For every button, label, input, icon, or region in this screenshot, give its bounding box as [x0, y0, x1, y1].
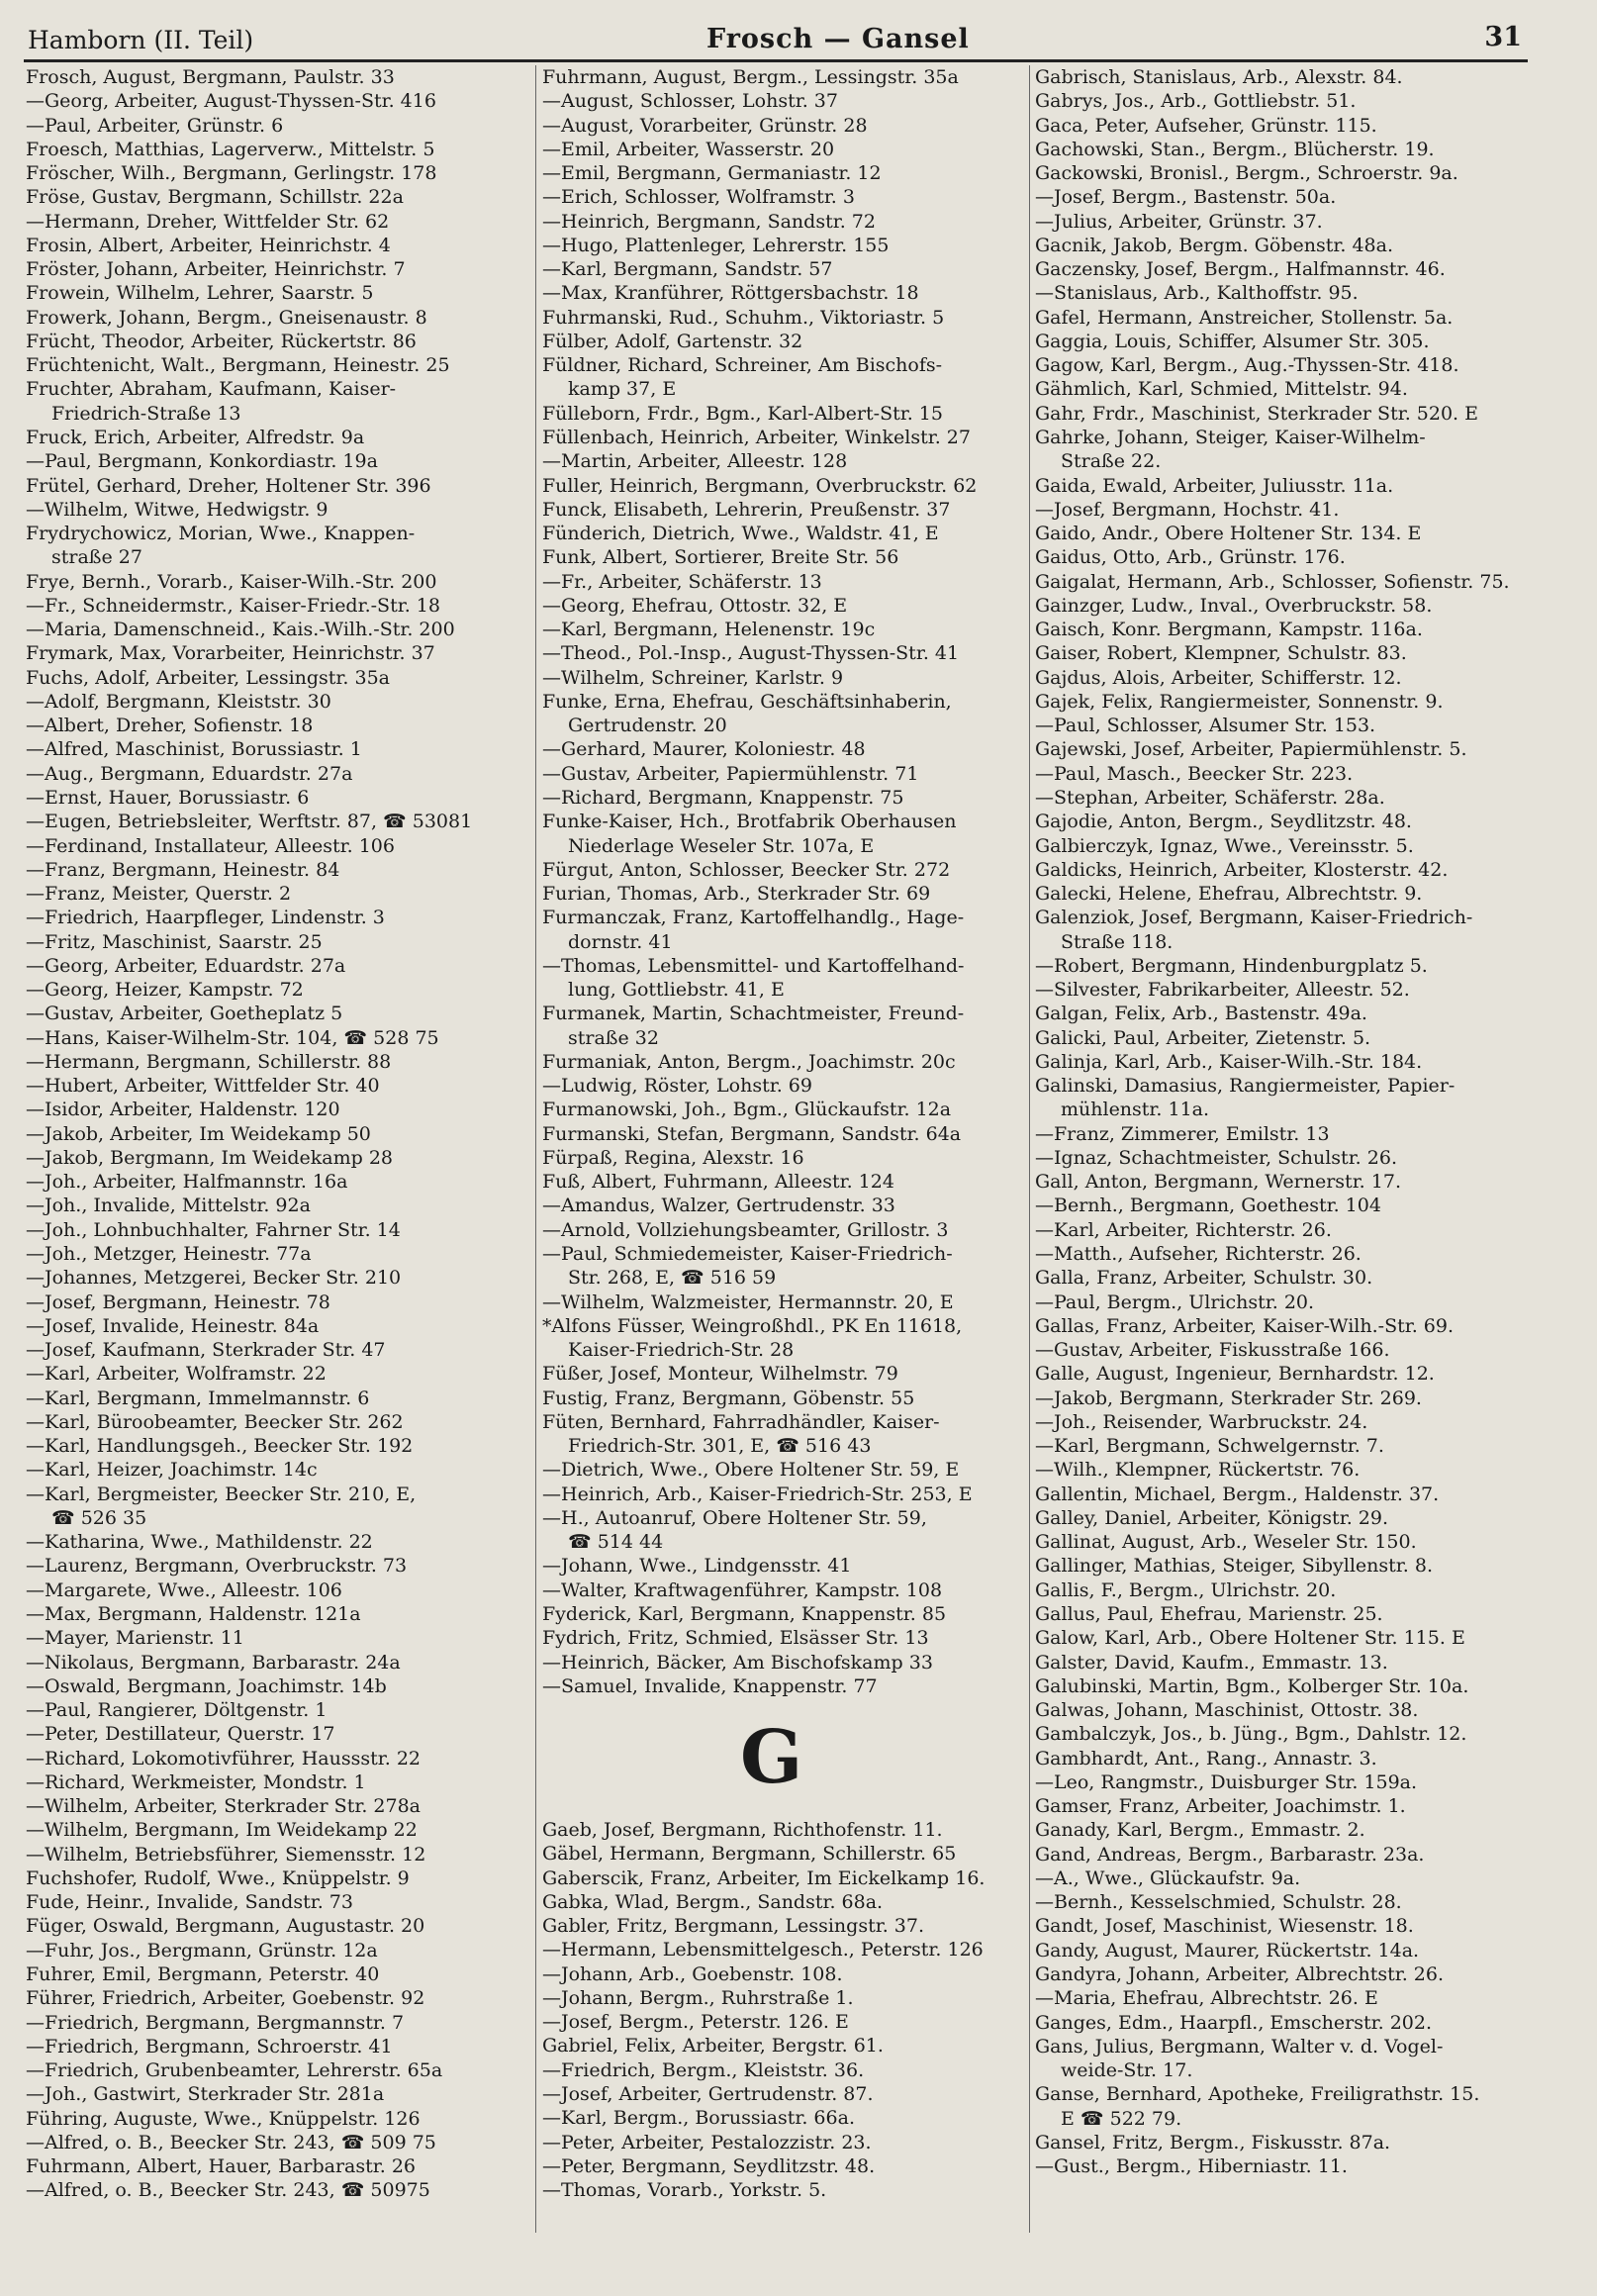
directory-entry: Gamser, Franz, Arbeiter, Joachimstr. 1.: [1035, 1795, 1406, 1818]
directory-entry: Funke, Erna, Ehefrau, Geschäftsinhaberin,: [542, 690, 952, 713]
header-section-title: Hamborn (II. Teil): [28, 26, 254, 54]
directory-entry: —Ludwig, Röster, Lohstr. 69: [542, 1075, 812, 1098]
directory-entry: —Silvester, Fabrikarbeiter, Alleestr. 52.: [1035, 979, 1410, 1002]
directory-entry: Gäbel, Hermann, Bergmann, Schillerstr. 65: [542, 1843, 957, 1866]
directory-entry: —Karl, Bergmann, Immelmannstr. 6: [26, 1387, 370, 1409]
directory-entry: Galdicks, Heinrich, Arbeiter, Klosterstr. 42.: [1035, 858, 1449, 881]
directory-entry: E ☎ 522 79.: [1061, 2107, 1182, 2130]
directory-entry: Galle, August, Ingenieur, Bernhardstr. 12.: [1035, 1363, 1435, 1386]
directory-entry: Gallas, Franz, Arbeiter, Kaiser-Wilh.-Str. 69.: [1035, 1314, 1455, 1337]
directory-entry: Füger, Oswald, Bergmann, Augustastr. 20: [26, 1915, 425, 1938]
section-letter: G: [740, 1715, 803, 1801]
directory-entry: —Georg, Arbeiter, August-Thyssen-Str. 416: [26, 90, 436, 113]
directory-entry: Gahr, Frdr., Maschinist, Sterkrader Str. 520. E: [1035, 402, 1478, 425]
directory-entry: —Karl, Bergm., Borussiastr. 66a.: [542, 2107, 855, 2130]
directory-entry: —H., Autoanruf, Obere Holtener Str. 59,: [542, 1506, 927, 1529]
column-divider: [1029, 65, 1030, 2233]
directory-entry: —Friedrich, Bergm., Kleiststr. 36.: [542, 2058, 865, 2081]
directory-entry: —Hans, Kaiser-Wilhelm-Str. 104, ☎ 528 75: [26, 1026, 439, 1049]
directory-entry: Fude, Heinr., Invalide, Sandstr. 73: [26, 1891, 353, 1914]
directory-entry: Galgan, Felix, Arb., Bastenstr. 49a.: [1035, 1003, 1367, 1025]
directory-entry: Früchtenicht, Walt., Bergmann, Heinestr. 25: [26, 354, 450, 377]
directory-entry: Führing, Auguste, Wwe., Knüppelstr. 126: [26, 2107, 421, 2130]
directory-entry: Ganady, Karl, Bergm., Emmastr. 2.: [1035, 1819, 1365, 1842]
directory-entry: Str. 268, E, ☎ 516 59: [568, 1267, 777, 1290]
directory-entry: ☎ 526 35: [51, 1506, 147, 1529]
directory-entry: Gabriel, Felix, Arbeiter, Bergstr. 61.: [542, 2035, 884, 2057]
directory-entry: Fruchter, Abraham, Kaufmann, Kaiser-: [26, 378, 397, 401]
directory-entry: —Paul, Schlosser, Alsumer Str. 153.: [1035, 715, 1376, 737]
directory-entry: Fuchs, Adolf, Arbeiter, Lessingstr. 35a: [26, 666, 391, 689]
directory-entry: —Ferdinand, Installateur, Alleestr. 106: [26, 834, 395, 857]
directory-entry: ☎ 514 44: [568, 1531, 664, 1554]
directory-entry: Gandy, August, Maurer, Rückertstr. 14a.: [1035, 1939, 1420, 1961]
directory-entry: —Fr., Schneidermstr., Kaiser-Friedr.-Str. 18: [26, 594, 440, 617]
directory-entry: Fyderick, Karl, Bergmann, Knappenstr. 85: [542, 1603, 947, 1625]
directory-entry: —Paul, Bergm., Ulrichstr. 20.: [1035, 1291, 1315, 1313]
directory-entry: Frye, Bernh., Vorarb., Kaiser-Wilh.-Str. 200: [26, 570, 437, 593]
directory-entry: —Joh., Metzger, Heinestr. 77a: [26, 1243, 312, 1266]
directory-entry: —Karl, Handlungsgeh., Beecker Str. 192: [26, 1435, 414, 1458]
directory-entry: —Gustav, Arbeiter, Goetheplatz 5: [26, 1003, 343, 1025]
directory-entry: Gaca, Peter, Aufseher, Grünstr. 115.: [1035, 114, 1377, 137]
directory-entry: Gajodie, Anton, Bergm., Seydlitzstr. 48.: [1035, 811, 1412, 833]
directory-entry: Gajdus, Alois, Arbeiter, Schifferstr. 12.: [1035, 666, 1402, 689]
column-2-g-entries: [542, 1818, 1025, 2202]
directory-entry: Gabrisch, Stanislaus, Arb., Alexstr. 84.: [1035, 66, 1403, 88]
directory-entry: —Leo, Rangmstr., Duisburger Str. 159a.: [1035, 1770, 1418, 1793]
directory-entry: —Paul, Schmiedemeister, Kaiser-Friedrich-: [542, 1243, 953, 1266]
directory-entry: —A., Wwe., Glückaufstr. 9a.: [1035, 1866, 1301, 1889]
directory-entry: —Franz, Meister, Querstr. 2: [26, 883, 292, 906]
directory-entry: —Josef, Invalide, Heinestr. 84a: [26, 1314, 320, 1337]
directory-entry: Funck, Elisabeth, Lehrerin, Preußenstr. 37: [542, 498, 951, 521]
directory-entry: Furmanski, Stefan, Bergmann, Sandstr. 64a: [542, 1122, 962, 1145]
directory-entry: —Jakob, Bergmann, Sterkrader Str. 269.: [1035, 1387, 1422, 1409]
directory-entry: —Alfred, Maschinist, Borussiastr. 1: [26, 738, 362, 761]
directory-entry: Gambhardt, Ant., Rang., Annastr. 3.: [1035, 1747, 1377, 1770]
directory-entry: —Albert, Dreher, Sofienstr. 18: [26, 715, 314, 737]
directory-entry: Fröse, Gustav, Bergmann, Schillstr. 22a: [26, 186, 404, 209]
directory-entry: —Max, Bergmann, Haldenstr. 121a: [26, 1603, 361, 1625]
directory-entry: —Friedrich, Haarpfleger, Lindenstr. 3: [26, 907, 385, 929]
directory-entry: —Richard, Lokomotivführer, Haussstr. 22: [26, 1747, 421, 1770]
directory-entry: —Isidor, Arbeiter, Haldenstr. 120: [26, 1099, 340, 1121]
directory-entry: Funke-Kaiser, Hch., Brotfabrik Oberhausen: [542, 811, 957, 833]
directory-entry: —Paul, Rangierer, Döltgenstr. 1: [26, 1699, 328, 1722]
directory-entry: Gallentin, Michael, Bergm., Haldenstr. 37.: [1035, 1483, 1440, 1505]
directory-entry: Gajek, Felix, Rangiermeister, Sonnenstr. 9.: [1035, 690, 1444, 713]
directory-entry: Gacnik, Jakob, Bergm. Göbenstr. 48a.: [1035, 234, 1394, 256]
directory-entry: —Peter, Bergmann, Seydlitzstr. 48.: [542, 2154, 876, 2177]
directory-entry: —Thomas, Vorarb., Yorkstr. 5.: [542, 2179, 827, 2202]
directory-entry: Füllenbach, Heinrich, Arbeiter, Winkelstr. 27: [542, 426, 971, 448]
directory-entry: —Alfred, o. B., Beecker Str. 243, ☎ 50975: [26, 2179, 430, 2202]
directory-entry: Fuhrmann, Albert, Hauer, Barbarastr. 26: [26, 2155, 416, 2178]
directory-entry: —Hubert, Arbeiter, Wittfelder Str. 40: [26, 1075, 380, 1098]
directory-entry: dornstr. 41: [568, 930, 673, 953]
directory-entry: —Friedrich, Grubenbeamter, Lehrerstr. 65a: [26, 2059, 443, 2082]
directory-entry: —Karl, Bergmann, Schwelgernstr. 7.: [1035, 1435, 1384, 1458]
directory-entry: —Maria, Damenschneid., Kais.-Wilh.-Str. 200: [26, 619, 455, 641]
directory-entry: Gabka, Wlad, Bergm., Sandstr. 68a.: [542, 1890, 884, 1913]
directory-entry: Fuhrmanski, Rud., Schuhm., Viktoriastr. 5: [542, 306, 945, 329]
column-3: [1035, 65, 1530, 2178]
directory-entry: straße 27: [51, 546, 142, 569]
directory-entry: —Josef, Arbeiter, Gertrudenstr. 87.: [542, 2082, 874, 2105]
directory-entry: Furmanczak, Franz, Kartoffelhandlg., Hage-: [542, 907, 965, 929]
directory-entry: Gaeb, Josef, Bergmann, Richthofenstr. 11.: [542, 1819, 943, 1842]
directory-entry: Galley, Daniel, Arbeiter, Königstr. 29.: [1035, 1506, 1388, 1529]
directory-entry: Galow, Karl, Arb., Obere Holtener Str. 115. E: [1035, 1627, 1465, 1650]
directory-entry: —Karl, Büroobeamter, Beecker Str. 262: [26, 1410, 404, 1433]
directory-entry: Galecki, Helene, Ehefrau, Albrechtstr. 9.: [1035, 883, 1423, 906]
directory-entry: Galinja, Karl, Arb., Kaiser-Wilh.-Str. 184.: [1035, 1050, 1423, 1073]
directory-entry: —Wilhelm, Betriebsführer, Siemensstr. 12: [26, 1843, 426, 1866]
directory-entry: Straße 118.: [1061, 930, 1174, 953]
directory-entry: —Friedrich, Bergmann, Schroerstr. 41: [26, 2035, 393, 2057]
directory-entry: Gall, Anton, Bergmann, Wernerstr. 17.: [1035, 1171, 1401, 1194]
directory-entry: —Katharina, Wwe., Mathildenstr. 22: [26, 1531, 373, 1554]
directory-entry: Gaberscik, Franz, Arbeiter, Im Eickelkamp 16.: [542, 1866, 986, 1889]
directory-entry: Gaczensky, Josef, Bergm., Halfmannstr. 46.: [1035, 258, 1446, 281]
directory-entry: Funk, Albert, Sortierer, Breite Str. 56: [542, 546, 899, 569]
directory-entry: —Johann, Wwe., Lindgensstr. 41: [542, 1555, 852, 1578]
directory-entry: Frütel, Gerhard, Dreher, Holtener Str. 396: [26, 474, 431, 497]
directory-entry: —Peter, Destillateur, Querstr. 17: [26, 1723, 335, 1746]
directory-entry: —Julius, Arbeiter, Grünstr. 37.: [1035, 210, 1323, 233]
directory-entry: Frücht, Theodor, Arbeiter, Rückertstr. 86: [26, 330, 417, 352]
directory-entry: —Walter, Kraftwagenführer, Kampstr. 108: [542, 1578, 943, 1601]
directory-entry: Gaiser, Robert, Klempner, Schulstr. 83.: [1035, 642, 1407, 665]
directory-entry: mühlenstr. 11a.: [1061, 1099, 1210, 1121]
directory-entry: —Gustav, Arbeiter, Papiermühlenstr. 71: [542, 762, 919, 785]
directory-entry: —Johann, Arb., Goebenstr. 108.: [542, 1962, 843, 1985]
directory-entry: Fröscher, Wilh., Bergmann, Gerlingstr. 178: [26, 162, 437, 185]
directory-entry: —Joh., Arbeiter, Halfmannstr. 16a: [26, 1171, 348, 1194]
directory-entry: —Gust., Bergm., Hiberniastr. 11.: [1035, 2155, 1348, 2178]
directory-entry: —Thomas, Lebensmittel- und Kartoffelhand-: [542, 954, 965, 977]
directory-entry: —Karl, Arbeiter, Wolframstr. 22: [26, 1363, 327, 1386]
directory-entry: —Stephan, Arbeiter, Schäferstr. 28a.: [1035, 786, 1385, 809]
directory-entry: —Wilhelm, Arbeiter, Sterkrader Str. 278a: [26, 1795, 421, 1818]
directory-entry: Galenziok, Josef, Bergmann, Kaiser-Friedrich-: [1035, 907, 1473, 929]
directory-entry: —Heinrich, Bäcker, Am Bischofskamp 33: [542, 1651, 933, 1674]
column-1: [26, 65, 532, 2203]
directory-entry: Furian, Thomas, Arb., Sterkrader Str. 69: [542, 883, 931, 906]
directory-entry: Frosch, August, Bergmann, Paulstr. 33: [26, 66, 395, 88]
directory-entry: —Erich, Schlosser, Wolframstr. 3: [542, 186, 855, 209]
directory-entry: Furmaniak, Anton, Bergm., Joachimstr. 20c: [542, 1050, 956, 1073]
directory-entry: Fuß, Albert, Fuhrmann, Alleestr. 124: [542, 1171, 894, 1194]
directory-entry: Gaida, Ewald, Arbeiter, Juliusstr. 11a.: [1035, 474, 1394, 497]
directory-entry: —Richard, Bergmann, Knappenstr. 75: [542, 786, 904, 809]
directory-entry: Gaggia, Louis, Schiffer, Alsumer Str. 305.: [1035, 330, 1430, 352]
directory-entry: Gabler, Fritz, Bergmann, Lessingstr. 37.: [542, 1915, 924, 1938]
directory-entry: Frowein, Wilhelm, Lehrer, Saarstr. 5: [26, 282, 374, 305]
header-name-range: Frosch — Gansel: [706, 24, 970, 54]
directory-entry: Galwas, Johann, Maschinist, Ottostr. 38.: [1035, 1699, 1419, 1722]
directory-entry: —Wilhelm, Bergmann, Im Weidekamp 22: [26, 1819, 418, 1842]
directory-entry: Gaidus, Otto, Arb., Grünstr. 176.: [1035, 546, 1346, 569]
directory-entry: Galubinski, Martin, Bgm., Kolberger Str. 10a.: [1035, 1674, 1469, 1697]
directory-entry: Gachowski, Stan., Bergm., Blücherstr. 19.: [1035, 138, 1435, 160]
directory-entry: Kaiser-Friedrich-Str. 28: [568, 1339, 795, 1362]
directory-entry: Niederlage Weseler Str. 107a, E: [568, 834, 875, 857]
directory-entry: —Fuhr, Jos., Bergmann, Grünstr. 12a: [26, 1939, 378, 1961]
directory-entry: —Matth., Aufseher, Richterstr. 26.: [1035, 1243, 1362, 1266]
directory-entry: Gahrke, Johann, Steiger, Kaiser-Wilhelm-: [1035, 426, 1426, 448]
directory-entry: —Dietrich, Wwe., Obere Holtener Str. 59, E: [542, 1459, 960, 1482]
directory-entry: Galla, Franz, Arbeiter, Schulstr. 30.: [1035, 1267, 1373, 1290]
directory-entry: —Samuel, Invalide, Knappenstr. 77: [542, 1674, 878, 1697]
directory-entry: —Georg, Ehefrau, Ottostr. 32, E: [542, 594, 848, 617]
directory-entry: Gabrys, Jos., Arb., Gottliebstr. 51.: [1035, 90, 1357, 113]
directory-entry: —Franz, Zimmerer, Emilstr. 13: [1035, 1122, 1330, 1145]
directory-entry: —Paul, Bergmann, Konkordiastr. 19a: [26, 450, 378, 473]
directory-entry: weide-Str. 17.: [1061, 2059, 1193, 2082]
directory-entry: Ganges, Edm., Haarpfl., Emscherstr. 202.: [1035, 2011, 1433, 2034]
directory-entry: Fürgut, Anton, Schlosser, Beecker Str. 272: [542, 858, 951, 881]
directory-entry: —Karl, Heizer, Joachimstr. 14c: [26, 1459, 318, 1482]
directory-entry: Furmanek, Martin, Schachtmeister, Freund-: [542, 1003, 965, 1025]
directory-entry: —Stanislaus, Arb., Kalthoffstr. 95.: [1035, 282, 1359, 305]
directory-entry: Friedrich-Straße 13: [51, 402, 241, 425]
directory-entry: *Alfons Füsser, Weingroßhdl., PK En 11618,: [542, 1314, 963, 1337]
directory-entry: Galster, David, Kaufm., Emmastr. 13.: [1035, 1651, 1388, 1674]
directory-entry: —Heinrich, Arb., Kaiser-Friedrich-Str. 253, E: [542, 1483, 973, 1505]
column-2: [542, 65, 1025, 2202]
page-number: 31: [1484, 22, 1522, 52]
directory-entry: Gagow, Karl, Bergm., Aug.-Thyssen-Str. 418.: [1035, 354, 1459, 377]
directory-entry: —Wilhelm, Witwe, Hedwigstr. 9: [26, 498, 329, 521]
directory-entry: —Oswald, Bergmann, Joachimstr. 14b: [26, 1674, 387, 1697]
directory-entry: —Mayer, Marienstr. 11: [26, 1627, 244, 1650]
directory-entry: —Laurenz, Bergmann, Overbruckstr. 73: [26, 1555, 408, 1578]
section-heading: [542, 1698, 1025, 1818]
directory-entry: —August, Vorarbeiter, Grünstr. 28: [542, 114, 868, 137]
directory-entry: Fydrich, Fritz, Schmied, Elsässer Str. 13: [542, 1627, 929, 1650]
directory-entry: —Joh., Gastwirt, Sterkrader Str. 281a: [26, 2083, 385, 2106]
directory-entry: —Paul, Masch., Beecker Str. 223.: [1035, 762, 1354, 785]
directory-entry: Gand, Andreas, Bergm., Barbarastr. 23a.: [1035, 1843, 1425, 1866]
directory-entry: —Jakob, Bergmann, Im Weidekamp 28: [26, 1146, 393, 1169]
directory-entry: —Richard, Werkmeister, Mondstr. 1: [26, 1770, 366, 1793]
directory-entry: —Karl, Bergmann, Helenenstr. 19c: [542, 619, 876, 641]
directory-entry: Frosin, Albert, Arbeiter, Heinrichstr. 4: [26, 234, 391, 256]
directory-entry: Füten, Bernhard, Fahrradhändler, Kaiser-: [542, 1410, 940, 1433]
directory-entry: Fuller, Heinrich, Bergmann, Overbruckstr. 62: [542, 474, 978, 497]
directory-entry: Frowerk, Johann, Bergm., Gneisenaustr. 8: [26, 306, 427, 329]
directory-entry: Gandt, Josef, Maschinist, Wiesenstr. 18.: [1035, 1915, 1414, 1938]
directory-entry: Füßer, Josef, Monteur, Wilhelmstr. 79: [542, 1363, 898, 1386]
directory-entry: —Gustav, Arbeiter, Fiskusstraße 166.: [1035, 1339, 1390, 1362]
directory-entry: —Karl, Bergmann, Sandstr. 57: [542, 258, 833, 281]
directory-entry: —Margarete, Wwe., Alleestr. 106: [26, 1578, 342, 1601]
column-divider: [535, 65, 536, 2233]
directory-entry: —August, Schlosser, Lohstr. 37: [542, 90, 838, 113]
directory-entry: —Emil, Arbeiter, Wasserstr. 20: [542, 138, 835, 160]
directory-entry: straße 32: [568, 1026, 659, 1049]
directory-entry: Gainzger, Ludw., Inval., Overbruckstr. 58.: [1035, 594, 1433, 617]
directory-entry: Gallinat, August, Arb., Weseler Str. 150.: [1035, 1531, 1417, 1554]
directory-entry: Fülber, Adolf, Gartenstr. 32: [542, 330, 803, 352]
directory-entry: —Wilh., Klempner, Rückertstr. 76.: [1035, 1459, 1361, 1482]
directory-entry: Fruck, Erich, Arbeiter, Alfredstr. 9a: [26, 426, 365, 448]
directory-entry: Gajewski, Josef, Arbeiter, Papiermühlenstr. 5.: [1035, 738, 1467, 761]
directory-entry: —Johann, Bergm., Ruhrstraße 1.: [542, 1986, 854, 2009]
directory-entry: —Fritz, Maschinist, Saarstr. 25: [26, 930, 323, 953]
directory-entry: —Maria, Ehefrau, Albrechtstr. 26. E: [1035, 1987, 1378, 2010]
directory-entry: Fuchshofer, Rudolf, Wwe., Knüppelstr. 9: [26, 1866, 410, 1889]
directory-entry: Frydrychowicz, Morian, Wwe., Knappen-: [26, 523, 416, 545]
directory-entry: —Adolf, Bergmann, Kleiststr. 30: [26, 690, 331, 713]
directory-entry: Fuhrer, Emil, Bergmann, Peterstr. 40: [26, 1962, 380, 1985]
directory-entry: kamp 37, E: [568, 378, 677, 401]
directory-entry: —Joh., Lohnbuchhalter, Fahrner Str. 14: [26, 1218, 401, 1241]
directory-entry: Gansel, Fritz, Bergm., Fiskusstr. 87a.: [1035, 2131, 1391, 2153]
directory-entry: Froesch, Matthias, Lagerverw., Mittelstr. 5: [26, 138, 435, 160]
directory-entry: Furmanowski, Joh., Bgm., Glückaufstr. 12a: [542, 1099, 952, 1121]
directory-entry: —Arnold, Vollziehungsbeamter, Grillostr. 3: [542, 1218, 949, 1241]
directory-entry: Gambalczyk, Jos., b. Jüng., Bgm., Dahlstr. 12.: [1035, 1723, 1467, 1746]
directory-entry: —Aug., Bergmann, Eduardstr. 27a: [26, 762, 353, 785]
directory-entry: Galbierczyk, Ignaz, Wwe., Vereinsstr. 5.: [1035, 834, 1414, 857]
directory-entry: Führer, Friedrich, Arbeiter, Goebenstr. 92: [26, 1987, 425, 2010]
directory-entry: —Josef, Bergmann, Hochstr. 41.: [1035, 498, 1340, 521]
directory-entry: Fröster, Johann, Arbeiter, Heinrichstr. 7: [26, 258, 406, 281]
directory-entry: —Max, Kranführer, Röttgersbachstr. 18: [542, 282, 919, 305]
directory-entry: —Bernh., Kesselschmied, Schulstr. 28.: [1035, 1891, 1402, 1914]
column-2-f-entries: [542, 65, 1025, 1698]
directory-entry: —Josef, Kaufmann, Sterkrader Str. 47: [26, 1339, 386, 1362]
directory-entry: Galicki, Paul, Arbeiter, Zietenstr. 5.: [1035, 1026, 1371, 1049]
directory-entry: Straße 22.: [1061, 450, 1162, 473]
directory-entry: Gähmlich, Karl, Schmied, Mittelstr. 94.: [1035, 378, 1408, 401]
directory-entry: Gackowski, Bronisl., Bergm., Schroerstr. 9a.: [1035, 162, 1458, 185]
directory-entry: —Hugo, Plattenleger, Lehrerstr. 155: [542, 234, 890, 256]
directory-entry: Gandyra, Johann, Arbeiter, Albrechtstr. 26.: [1035, 1962, 1445, 1985]
directory-entry: —Joh., Invalide, Mittelstr. 92a: [26, 1195, 311, 1217]
directory-entry: —Amandus, Walzer, Gertrudenstr. 33: [542, 1195, 895, 1217]
page-header: [24, 18, 1528, 62]
directory-entry: —Hermann, Dreher, Wittfelder Str. 62: [26, 210, 390, 233]
directory-entry: Gaigalat, Hermann, Arb., Schlosser, Sofienstr. 75.: [1035, 570, 1510, 593]
directory-entry: —Paul, Arbeiter, Grünstr. 6: [26, 114, 284, 137]
directory-entry: —Bernh., Bergmann, Goethestr. 104: [1035, 1195, 1381, 1217]
directory-entry: Gallis, F., Bergm., Ulrichstr. 20.: [1035, 1578, 1337, 1601]
directory-entry: Gallus, Paul, Ehefrau, Marienstr. 25.: [1035, 1603, 1383, 1625]
directory-entry: Gaisch, Konr. Bergmann, Kampstr. 116a.: [1035, 619, 1423, 641]
directory-entry: —Peter, Arbeiter, Pestalozzistr. 23.: [542, 2131, 872, 2153]
directory-entry: —Georg, Arbeiter, Eduardstr. 27a: [26, 954, 346, 977]
directory-entry: Fülleborn, Frdr., Bgm., Karl-Albert-Str. 15: [542, 402, 943, 425]
directory-entry: —Eugen, Betriebsleiter, Werftstr. 87, ☎ 53081: [26, 811, 473, 833]
directory-entry: —Alfred, o. B., Beecker Str. 243, ☎ 509 75: [26, 2131, 436, 2153]
directory-entry: —Hermann, Lebensmittelgesch., Peterstr. 126: [542, 1939, 984, 1961]
directory-entry: —Joh., Reisender, Warbruckstr. 24.: [1035, 1410, 1368, 1433]
directory-entry: —Josef, Bergm., Peterstr. 126. E: [542, 2011, 849, 2034]
directory-entry: Galinski, Damasius, Rangiermeister, Papier-: [1035, 1075, 1456, 1098]
directory-entry: —Robert, Bergmann, Hindenburgplatz 5.: [1035, 954, 1428, 977]
directory-entry: —Martin, Arbeiter, Alleestr. 128: [542, 450, 848, 473]
directory-entry: —Karl, Arbeiter, Richterstr. 26.: [1035, 1218, 1332, 1241]
directory-entry: Fünderich, Dietrich, Wwe., Waldstr. 41, E: [542, 523, 939, 545]
directory-entry: —Franz, Bergmann, Heinestr. 84: [26, 858, 340, 881]
directory-entry: —Johannes, Metzgerei, Becker Str. 210: [26, 1267, 402, 1290]
directory-entry: Friedrich-Str. 301, E, ☎ 516 43: [568, 1435, 872, 1458]
directory-entry: —Nikolaus, Bergmann, Barbarastr. 24a: [26, 1651, 401, 1674]
directory-entry: Gallinger, Mathias, Steiger, Sibyllenstr. 8.: [1035, 1555, 1434, 1578]
directory-entry: —Karl, Bergmeister, Beecker Str. 210, E,: [26, 1483, 417, 1505]
directory-entry: —Wilhelm, Schreiner, Karlstr. 9: [542, 666, 844, 689]
directory-entry: —Wilhelm, Walzmeister, Hermannstr. 20, E: [542, 1291, 954, 1313]
directory-entry: Füldner, Richard, Schreiner, Am Bischofs-: [542, 354, 943, 377]
directory-entry: —Ernst, Hauer, Borussiastr. 6: [26, 786, 310, 809]
directory-entry: —Georg, Heizer, Kampstr. 72: [26, 979, 304, 1002]
directory-entry: —Hermann, Bergmann, Schillerstr. 88: [26, 1050, 392, 1073]
directory-entry: Gertrudenstr. 20: [568, 715, 727, 737]
directory-entry: —Friedrich, Bergmann, Bergmannstr. 7: [26, 2011, 405, 2034]
directory-entry: —Josef, Bergm., Bastenstr. 50a.: [1035, 186, 1337, 209]
directory-entry: Fuhrmann, August, Bergm., Lessingstr. 35a: [542, 66, 959, 88]
directory-entry: Fustig, Franz, Bergmann, Göbenstr. 55: [542, 1387, 915, 1409]
directory-entry: —Ignaz, Schachtmeister, Schulstr. 26.: [1035, 1146, 1397, 1169]
directory-entry: —Theod., Pol.-Insp., August-Thyssen-Str. 41: [542, 642, 960, 665]
directory-entry: Gafel, Hermann, Anstreicher, Stollenstr. 5a.: [1035, 306, 1454, 329]
directory-entry: —Fr., Arbeiter, Schäferstr. 13: [542, 570, 822, 593]
directory-entry: —Josef, Bergmann, Heinestr. 78: [26, 1291, 330, 1313]
directory-entry: Gans, Julius, Bergmann, Walter v. d. Vogel-: [1035, 2035, 1444, 2057]
directory-entry: Ganse, Bernhard, Apotheke, Freiligrathstr. 15.: [1035, 2083, 1480, 2106]
directory-entry: —Jakob, Arbeiter, Im Weidekamp 50: [26, 1122, 371, 1145]
directory-entry: Gaido, Andr., Obere Holtener Str. 134. E: [1035, 523, 1422, 545]
directory-entry: —Heinrich, Bergmann, Sandstr. 72: [542, 210, 876, 233]
directory-entry: Frymark, Max, Vorarbeiter, Heinrichstr. 37: [26, 642, 435, 665]
directory-entry: —Gerhard, Maurer, Koloniestr. 48: [542, 738, 866, 761]
directory-entry: lung, Gottliebstr. 41, E: [568, 979, 785, 1002]
directory-entry: Fürpaß, Regina, Alexstr. 16: [542, 1146, 804, 1169]
directory-entry: —Emil, Bergmann, Germaniastr. 12: [542, 162, 882, 185]
